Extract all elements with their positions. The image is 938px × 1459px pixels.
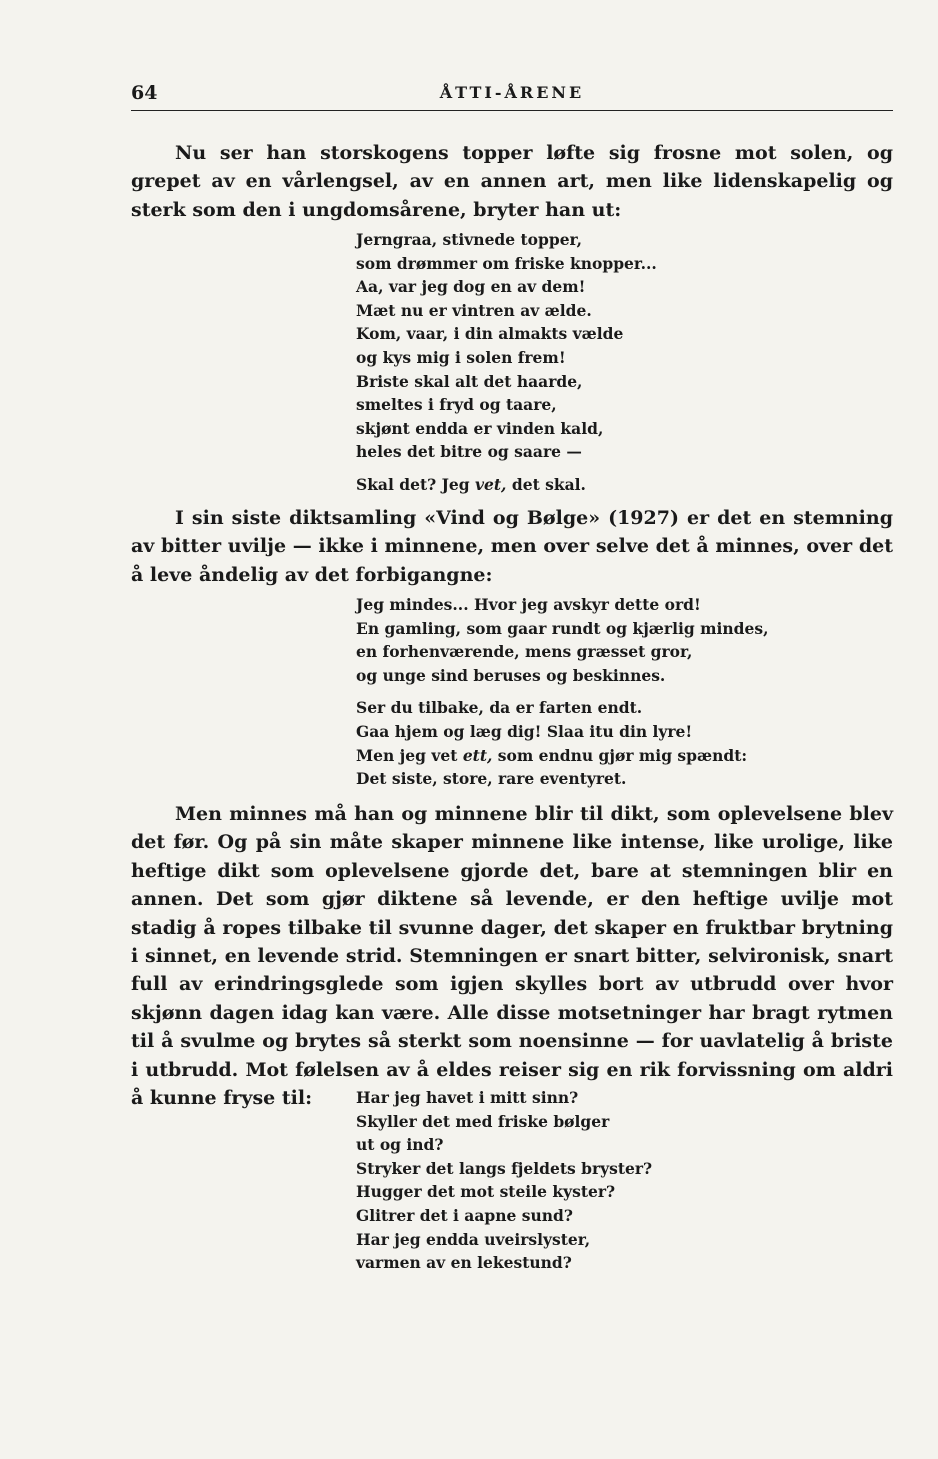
verse-line: Gaa hjem og læg dig! Slaa itu din lyre! (356, 721, 693, 741)
poem-1 (356, 228, 876, 497)
verse-line: Hugger det mot steile kyster? (356, 1182, 616, 1202)
page-number: 64 (131, 82, 158, 104)
verse-line: Aa, var jeg dog en av dem! (356, 277, 586, 297)
poem-3 (356, 1086, 876, 1275)
verse-line: og kys mig i solen frem! (356, 347, 566, 367)
poem-2 (356, 593, 876, 791)
paragraph-3: Men minnes må han og minnene blir til dikt, som oplevelsene blev det før. Og på sin måte skaper minnene like intense, like urolige, like heftige dikt som oplevelsene gjorde det, bare at stemningen blir en annen. Det som gjør diktene så levende, er den heftige uvilje mot stadig å ropes tilbake til svunne dager, det skaper en fruktbar brytning i sinnet, en levende strid. Stemningen er snart bitter, selvironisk, snart full av erindringsglede som igjen skylles bort av utbrudd over hvor skjønn dagen idag kan være. Alle disse motsetninger har bragt rytmen til å svulme og brytes så sterkt som noensinne — for uavlatelig å briste i utbrudd. Mot følelsen av å eldes reiser sig en rik forvissning om aldri å kunne fryse til: (131, 803, 893, 1110)
verse-line: Jeg mindes... Hvor jeg avskyr dette ord! (356, 595, 701, 614)
paragraph-2: I sin siste diktsamling «Vind og Bølge» (1927) er det en stemning av bitter uvilje — ikke i minnene, men over selve det å minnes, over det å leve åndelig av det forbigangne: (131, 507, 893, 586)
verse-line: skjønt endda er vinden kald, (356, 418, 604, 438)
verse-line (356, 744, 876, 768)
verse-line: heles det bitre og saare — (356, 442, 582, 462)
verse-line: ut og ind? (356, 1135, 444, 1155)
verse-line: Skyller det med friske bølger (356, 1111, 610, 1131)
verse-text: det skal. (506, 474, 586, 494)
verse-line-final (356, 473, 876, 497)
verse-emphasis: ett, (462, 745, 493, 765)
verse-line: Mæt nu er vintren av ælde. (356, 300, 592, 320)
verse-line: Har jeg endda uveirslyster, (356, 1229, 591, 1249)
verse-line: Ser du tilbake, da er farten endt. (356, 698, 643, 718)
verse-line: Jerngraa, stivnede topper, (356, 230, 582, 249)
verse-emphasis: vet, (475, 474, 507, 494)
verse-line: Har jeg havet i mitt sinn? (356, 1088, 579, 1107)
verse-text: som endnu gjør mig spændt: (492, 745, 748, 765)
verse-line: smeltes i fryd og taare, (356, 395, 557, 415)
verse-line: Stryker det langs fjeldets bryster? (356, 1158, 653, 1178)
verse-line: Glitrer det i aapne sund? (356, 1205, 573, 1225)
verse-line: Det siste, store, rare eventyret. (356, 769, 627, 789)
paragraph-1: Nu ser han storskogens topper løfte sig frosne mot solen, og grepet av en vårlengsel, av en annen art, men like lidenskapelig og sterk som den i ungdomsårene, bryter han ut: (131, 142, 893, 221)
verse-line: varmen av en lekestund? (356, 1253, 572, 1273)
verse-text: Skal det? Jeg (356, 474, 476, 494)
verse-line: Kom, vaar, i din almakts vælde (356, 324, 624, 344)
page-header (131, 82, 893, 111)
verse-text: Men jeg vet (356, 745, 463, 765)
verse-line: og unge sind beruses og beskinnes. (356, 665, 666, 685)
verse-line: Briste skal alt det haarde, (356, 371, 583, 391)
verse-line: en forhenværende, mens græsset gror, (356, 642, 693, 662)
running-title: ÅTTI-ÅRENE (439, 83, 585, 102)
verse-line: En gamling, som gaar rundt og kjærlig mindes, (356, 618, 769, 638)
verse-line: som drømmer om friske knopper... (356, 253, 657, 273)
